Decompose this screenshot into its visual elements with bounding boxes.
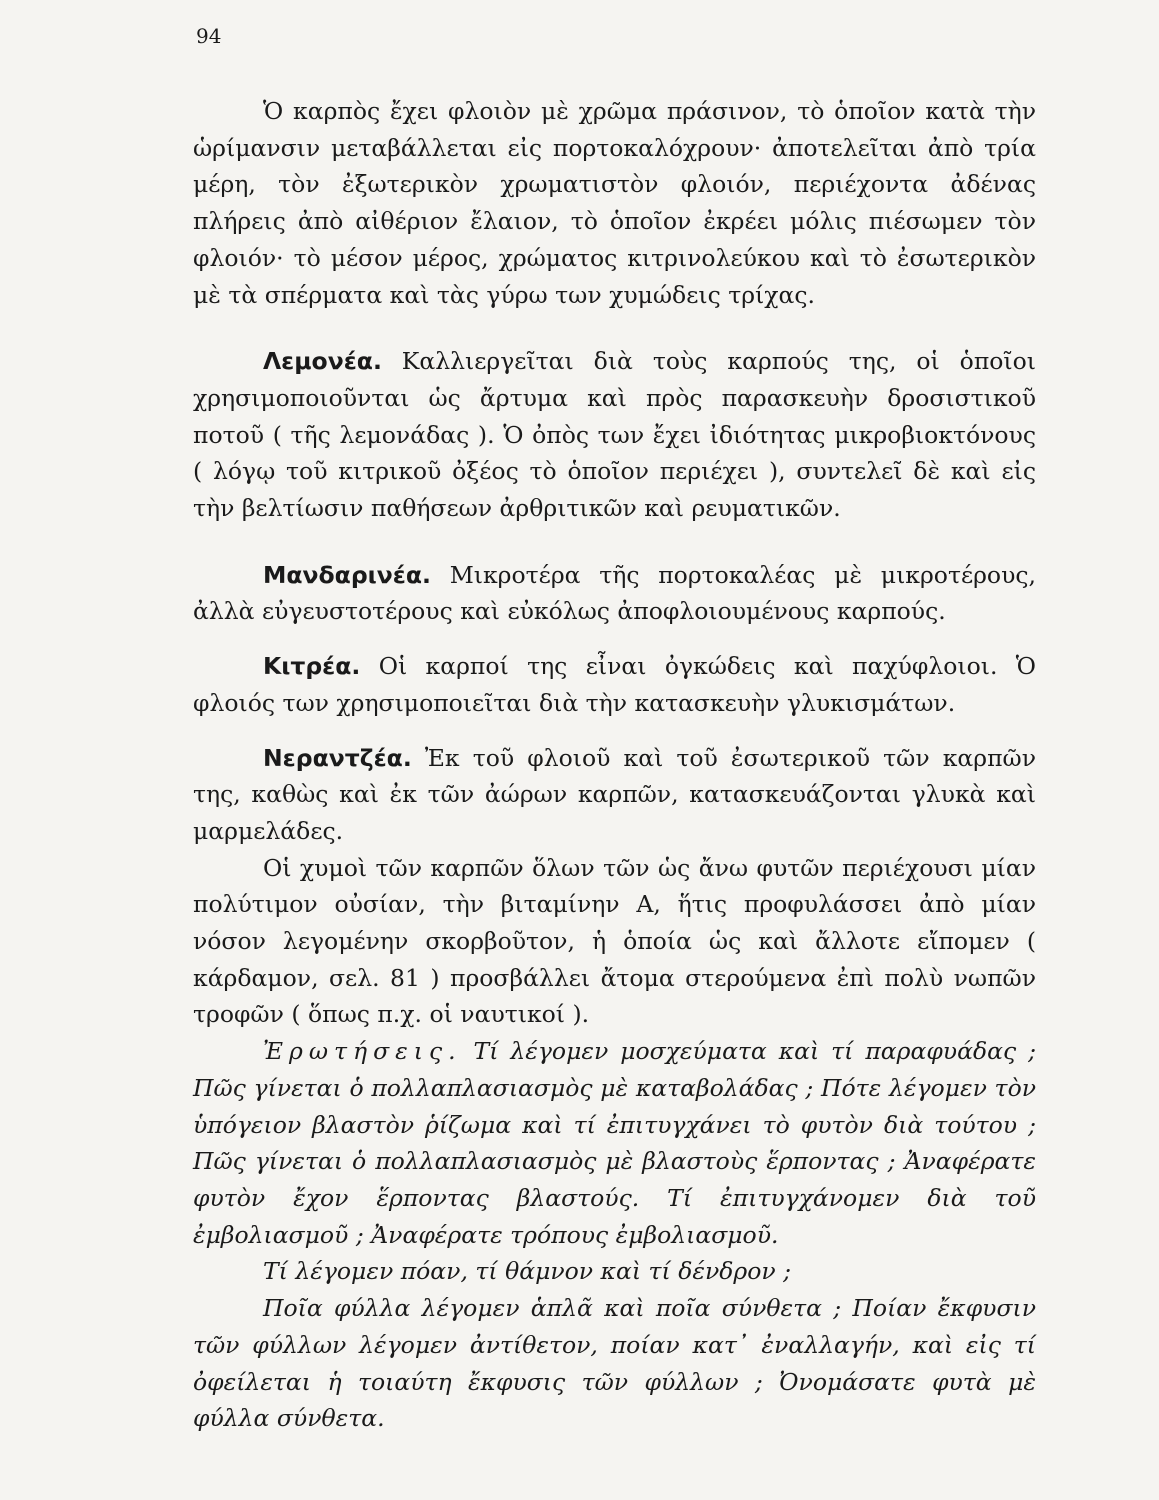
paragraph-text: Ὁ καρπὸς ἔχει φλοιὸν μὲ χρῶμα πράσινον, τὸ ὁποῖον κατὰ τὴν ὡρίμανσιν μεταβάλλεται εἰς πορτοκαλόχρουν· ἀποτελεῖται ἀπὸ τρία μέρη, τὸν ἐξωτερικὸν χρωματιστὸν φλοιόν, περιέχοντα ἀδένας πλήρεις ἀπὸ αἰθέριον ἔλαιον, τὸ ὁποῖον ἐκρέει μόλις πιέσωμεν τὸν φλοιόν· τὸ μέσον μέρος, χρώματος κιτρινολεύκου καὶ τὸ ἐσωτερικὸν μὲ τὰ σπέρματα καὶ τὰς γύρω των χυμώδεις τρίχας.: [193, 97, 1036, 309]
paragraph-text: Μικροτέρα τῆς πορτοκαλέας μὲ μικροτέρους, ἀλλὰ εὐγευστοτέρους καὶ εὐκόλως ἀποφλοιουμένους καρπούς.: [193, 560, 1036, 626]
paragraph-text: Οἱ καρποί της εἶναι ὀγκώδεις καὶ παχύφλοιοι. Ὁ φλοιός των χρησιμοποιεῖται διὰ τὴν κατασκευὴν γλυκισμάτων.: [193, 652, 1036, 717]
questions-paragraph-3: [193, 1290, 1036, 1437]
lemon-tree-paragraph: [193, 343, 1036, 527]
paragraph-text: Καλλιεργεῖται διὰ τοὺς καρπούς της, οἱ ὁποῖοι χρησιμοποιοῦνται ὡς ἄρτυμα καὶ πρὸς παρασκευὴν δροσιστικοῦ ποτοῦ ( τῆς λεμονάδας ). Ὁ ὀπὸς των ἔχει ἰδιότητας μικροβιοκτόνους ( λόγῳ τοῦ κιτρικοῦ ὀξέος τὸ ὁποῖον περιέχει ), συντελεῖ δὲ καὶ εἰς τὴν βελτίωσιν παθήσεων ἀρθριτικῶν καὶ ρευματικῶν.: [193, 347, 1036, 523]
question-text: Τί λέγομεν πόαν, τί θάμνον καὶ τί δένδρον ;: [263, 1257, 792, 1286]
citron-tree-paragraph: [193, 648, 1036, 721]
questions-paragraph-2: [193, 1253, 1036, 1290]
fruit-description-paragraph: [193, 93, 1036, 313]
paragraph-text: Οἱ χυμοὶ τῶν καρπῶν ὅλων τῶν ὡς ἄνω φυτῶν περιέχουσι μίαν πολύτιμον οὐσίαν, τὴν βιταμίνην Α, ἥτις προφυλάσσει ἀπὸ μίαν νόσον λεγομένην σκορβοῦτον, ἡ ὁποία ὡς καὶ ἄλλοτε εἴπομεν ( κάρδαμον, σελ. 81 ) προσβάλλει ἄτομα στερούμενα ἐπὶ πολὺ νωπῶν τροφῶν ( ὅπως π.χ. οἱ ναυτικοί ).: [193, 853, 1036, 1029]
page-body: [193, 93, 1036, 1437]
term-mandarin-tree: Μανδαρινέα.: [263, 560, 431, 589]
question-text: Τί λέγομεν μοσχεύματα καὶ τί παραφυάδας ; Πῶς γίνεται ὁ πολλαπλασιασμὸς μὲ καταβολάδας ; Πότε λέγομεν τὸν ὑπόγειον βλαστὸν ῥίζωμα καὶ τί ἐπιτυγχάνει τὸ φυτὸν διὰ τούτου ; Πῶς γίνεται ὁ πολλαπλασιασμὸς μὲ βλαστοὺς ἕρποντας ; Ἀναφέρατε φυτὸν ἔχον ἕρποντας βλαστούς. Τί ἐπιτυγχάνομεν διὰ τοῦ ἐμβολιασμοῦ ; Ἀναφέρατε τρόπους ἐμβολιασμοῦ.: [193, 1037, 1036, 1249]
question-text: Ποῖα φύλλα λέγομεν ἁπλᾶ καὶ ποῖα σύνθετα ; Ποίαν ἔκφυσιν τῶν φύλλων λέγομεν ἀντίθετον, ποίαν κατ᾽ ἐναλλαγήν, καὶ εἰς τί ὀφείλεται ἡ τοιαύτη ἔκφυσις τῶν φύλλων ; Ὀνομάσατε φυτὰ μὲ φύλλα σύνθετα.: [193, 1294, 1036, 1433]
term-lemon-tree: Λεμονέα.: [263, 347, 382, 376]
page-number: 94: [196, 24, 222, 48]
mandarin-tree-paragraph: [193, 557, 1036, 630]
term-citron-tree: Κιτρέα.: [263, 652, 361, 681]
questions-paragraph: [193, 1033, 1036, 1253]
questions-heading: Ἐρωτήσεις.: [263, 1037, 462, 1066]
paragraph-text: Ἐκ τοῦ φλοιοῦ καὶ τοῦ ἐσωτερικοῦ τῶν καρπῶν της, καθὼς καὶ ἐκ τῶν ἀώρων καρπῶν, κατασκευάζονται γλυκὰ καὶ μαρμελάδες.: [193, 743, 1036, 845]
vitamin-paragraph: [193, 850, 1036, 1034]
term-bitter-orange-tree: Νεραντζέα.: [263, 743, 412, 772]
bitter-orange-paragraph: [193, 740, 1036, 850]
